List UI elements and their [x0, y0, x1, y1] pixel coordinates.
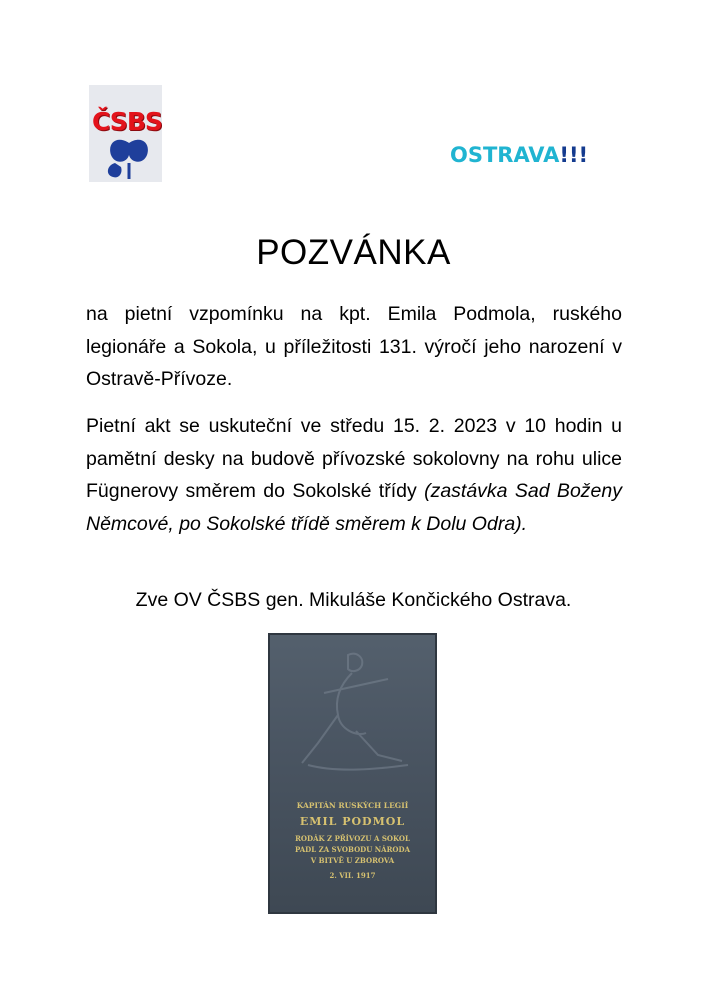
csbs-lettering: ČSBS — [92, 107, 162, 136]
ostrava-logo-word: OSTRAVA — [450, 143, 560, 167]
intro-paragraph: na pietní vzpomínku na kpt. Emila Podmola, ruského legionáře a Sokola, u příležitosti 131. výročí jeho narození v Ostravě-Přívoze. — [86, 303, 622, 390]
memorial-plaque-photo — [268, 633, 437, 914]
page-title: POZVÁNKA — [256, 233, 451, 272]
ostrava-logo-marks: !!! — [559, 143, 589, 167]
directions-text: (zastávka Sad Boženy Němcové, po Sokolské třídě směrem k Dolu Odra). — [86, 480, 622, 535]
plaque-line-6: 2. VII. 1917 — [329, 871, 376, 880]
plaque-line-1: KAPITÁN RUSKÝCH LEGIÍ — [296, 801, 409, 810]
ostrava-logo — [450, 143, 588, 171]
plaque-line-5: V BITVĚ U ZBOROVA — [310, 856, 395, 865]
plaque-line-4: PADL ZA SVOBODU NÁRODA — [294, 845, 411, 854]
plaque-line-3: RODÁK Z PŘÍVOZU A SOKOL — [295, 834, 410, 843]
event-details-text: Pietní akt se uskuteční ve středu 15. 2. 2023 v 10 hodin u pamětní desky na budově přívozské sokolovny na rohu ulice Fügnerovy směrem do Sokolské třídy — [86, 415, 622, 502]
invitation-line: Zve OV ČSBS gen. Mikuláše Končického Ostrava. — [135, 589, 572, 611]
plaque-line-2: EMIL PODMOL — [299, 815, 406, 828]
event-details-paragraph — [86, 410, 622, 540]
csbs-logo — [89, 85, 162, 182]
